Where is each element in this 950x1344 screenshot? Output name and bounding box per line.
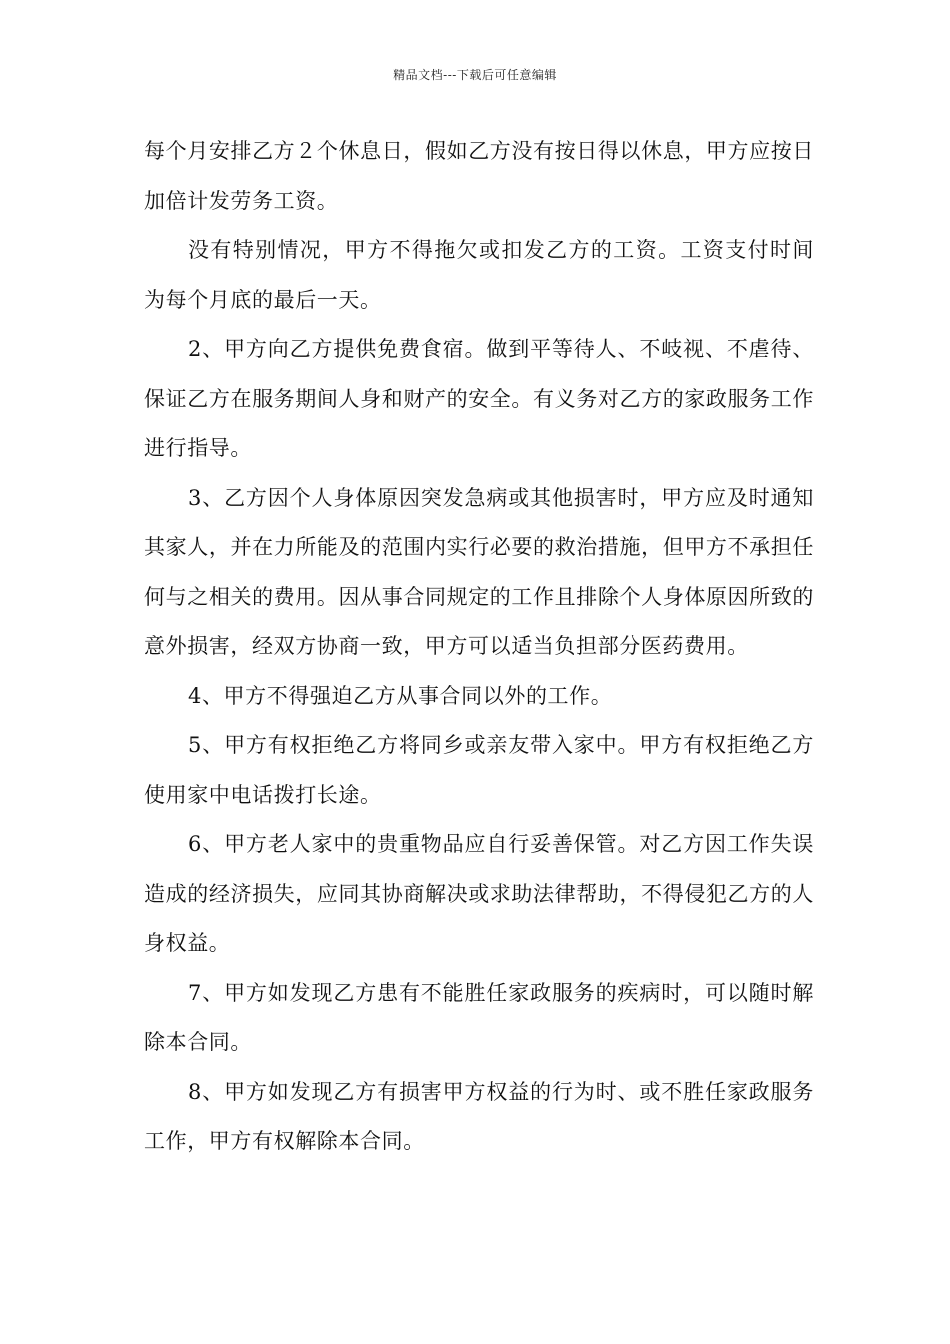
paragraph-clause-7: 7、甲方如发现乙方患有不能胜任家政服务的疾病时，可以随时解除本合同。 — [144, 980, 814, 1054]
paragraph-wage-payment: 没有特别情况，甲方不得拖欠或扣发乙方的工资。工资支付时间为每个月底的最后一天。 — [144, 238, 814, 312]
paragraph-clause-6: 6、甲方老人家中的贵重物品应自行妥善保管。对乙方因工作失误造成的经济损失，应同其协商解决或求助法律帮助，不得侵犯乙方的人身权益。 — [144, 832, 814, 955]
page-header: 精品文档---下载后可任意编辑 — [393, 68, 557, 82]
paragraph-clause-2: 2、甲方向乙方提供免费食宿。做到平等待人、不岐视、不虐待、保证乙方在服务期间人身和财产的安全。有义务对乙方的家政服务工作进行指导。 — [144, 337, 814, 460]
paragraph-clause-5: 5、甲方有权拒绝乙方将同乡或亲友带入家中。甲方有权拒绝乙方使用家中电话拨打长途。 — [144, 733, 814, 807]
paragraph-clause-3: 3、乙方因个人身体原因突发急病或其他损害时，甲方应及时通知其家人，并在力所能及的范围内实行必要的救治措施，但甲方不承担任何与之相关的费用。因从事合同规定的工作且排除个人身体原因所致的意外损害，经双方协商一致，甲方可以适当负担部分医药费用。 — [144, 485, 814, 658]
paragraph-clause-8: 8、甲方如发现乙方有损害甲方权益的行为时、或不胜任家政服务工作，甲方有权解除本合同。 — [144, 1079, 814, 1153]
document-body — [144, 127, 814, 1167]
paragraph-clause-4: 4、甲方不得强迫乙方从事合同以外的工作。 — [188, 683, 613, 708]
paragraph-rest-days: 每个月安排乙方２个休息日，假如乙方没有按日得以休息，甲方应按日加倍计发劳务工资。 — [144, 139, 814, 213]
